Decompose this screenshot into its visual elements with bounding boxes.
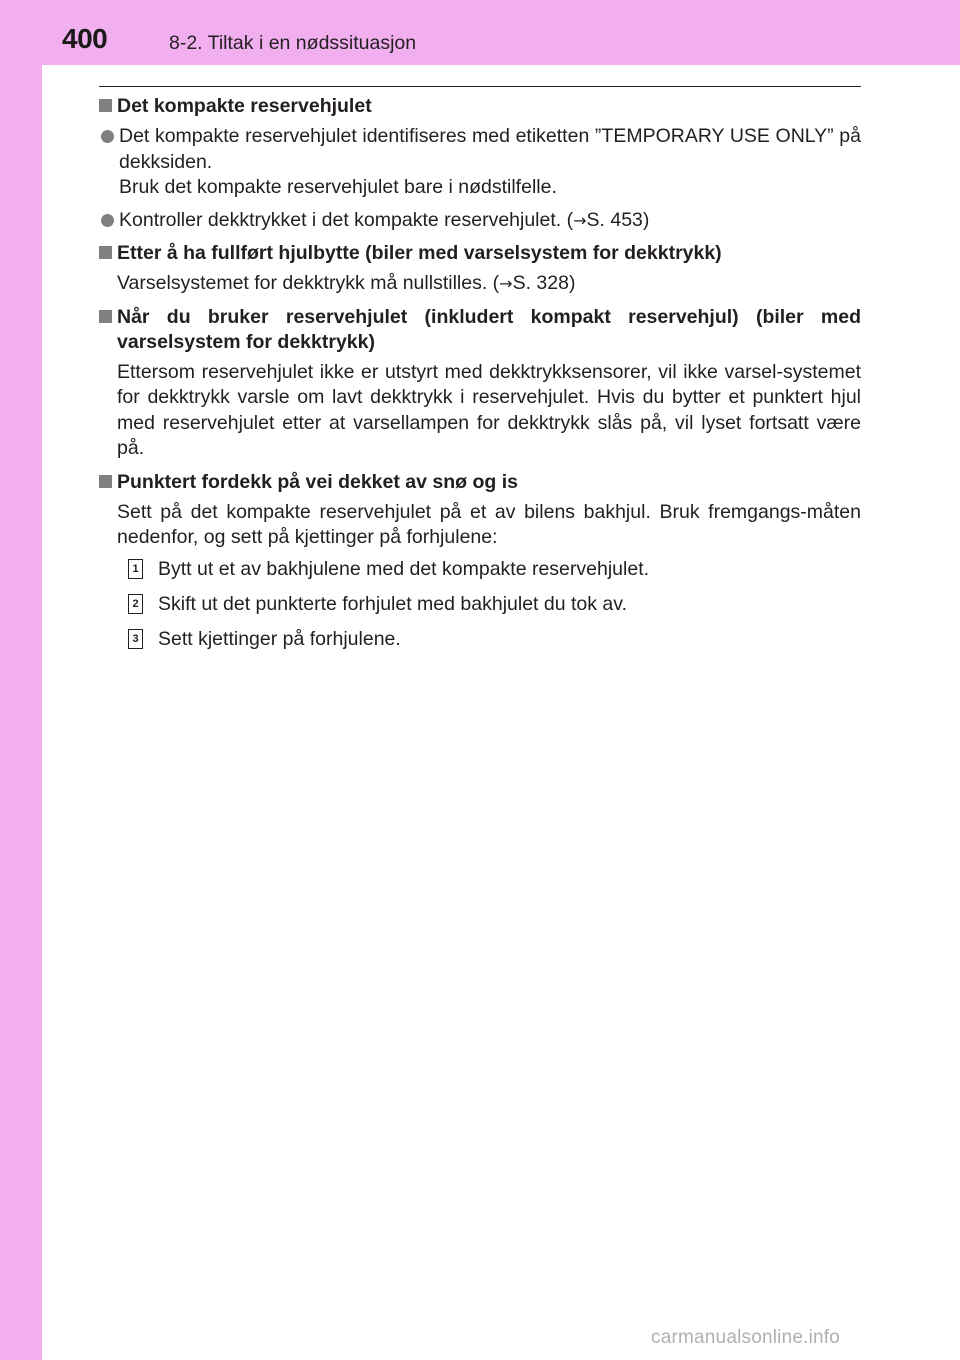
page-reference[interactable]: S. 328) [512, 272, 576, 294]
bullet-text: Bruk det kompakte reservehjulet bare i nødstilfelle. [119, 176, 557, 198]
square-bullet-icon [99, 246, 112, 259]
step-list [128, 557, 861, 652]
chapter-title: 8-2. Tiltak i en nødssituasjon [169, 32, 417, 54]
section-heading: Det kompakte reservehjulet [99, 94, 861, 119]
section-text: Sett på det kompakte reservehjulet på et av bilens bakhjul. Bruk fremgangs-måten nedenfor, og sett på kjettinger på forhjulene: [117, 500, 861, 548]
step-number-badge: 3 [128, 629, 143, 649]
section-text: Ettersom reservehjulet ikke er utstyrt med dekktrykksensorer, vil ikke varsel-systemet for dekktrykk varsle om lavt dekktrykk i reservehjulet. Hvis du bytter et punktert hjul med reservehjulet etter at varsellampen for dekktrykk slås på, vil lyset fortsatt være på. [117, 360, 861, 459]
step-number-badge: 2 [128, 594, 143, 614]
page-number: 400 [62, 23, 108, 54]
section-after-wheel-change [99, 241, 861, 297]
bullet-text: Kontroller dekktrykket i det kompakte reservehjulet. ( [119, 208, 574, 231]
section-using-spare [99, 305, 861, 462]
section-heading: Punktert fordekk på vei dekket av snø og is [99, 470, 861, 495]
section-heading: Etter å ha fullført hjulbytte (biler med varselsystem for dekktrykk) [99, 241, 861, 266]
bullet-text: Det kompakte reservehjulet identifiseres med etiketten ”TEMPORARY USE ONLY” på dekksiden. [119, 125, 861, 173]
step-item [128, 557, 861, 582]
section-heading: Når du bruker reservehjulet (inkludert kompakt reservehjul) (biler med varselsystem for dekktrykk) [99, 305, 861, 355]
step-item [128, 627, 861, 652]
page-content [99, 94, 861, 662]
round-bullet-icon [101, 214, 114, 227]
list-item [99, 208, 861, 234]
header-rule [99, 86, 861, 87]
square-bullet-icon [99, 99, 112, 112]
page-reference[interactable]: S. 453) [586, 208, 650, 231]
arrow-right-icon: → [573, 210, 587, 230]
step-text: Bytt ut et av bakhjulene med det kompakte reservehjulet. [158, 557, 650, 580]
arrow-right-icon: → [499, 274, 513, 293]
square-bullet-icon [99, 310, 112, 323]
round-bullet-icon [101, 130, 114, 143]
section-compact-spare [99, 94, 861, 233]
step-text: Sett kjettinger på forhjulene. [158, 627, 401, 650]
watermark: carmanualsonline.info [651, 1327, 841, 1348]
step-text: Skift ut det punkterte forhjulet med bakhjulet du tok av. [158, 592, 627, 615]
section-text: Varselsystemet for dekktrykk må nullstilles. (→S. 328) [117, 272, 576, 294]
list-item [99, 124, 861, 201]
side-color-band [0, 0, 42, 1360]
step-item [128, 592, 861, 617]
step-number-badge: 1 [128, 559, 143, 579]
section-punctured-front [99, 470, 861, 652]
square-bullet-icon [99, 475, 112, 488]
